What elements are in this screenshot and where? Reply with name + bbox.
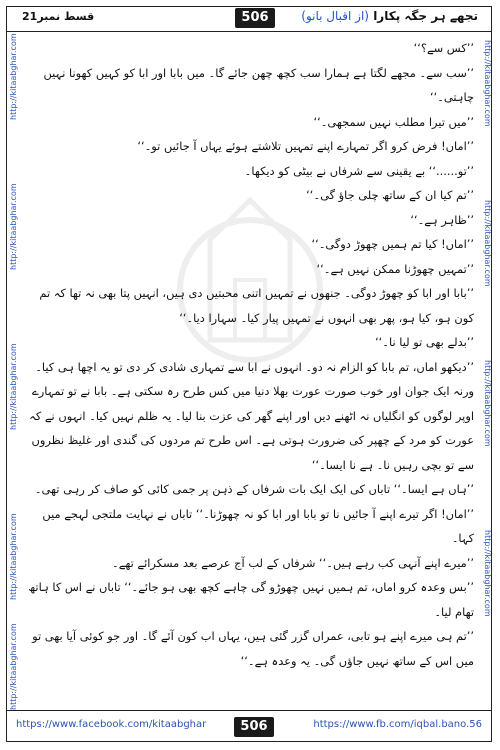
paragraph: ’’بابا اور ابا کو چھوڑ دوگی۔ جنھوں نے تمہیں اتنی محبتیں دی ہیں، انہیں پتا بھی نہ تھا کہ تم کون ہو، کیا ہو، پھر بھی انہوں نے تمہیں پیار کیا۔ سہارا دیا۔‘‘	[39, 286, 474, 325]
header-page-number: 506	[235, 8, 275, 28]
page-header	[6, 6, 492, 32]
side-url-left[interactable]: http://kitaabghar.com	[9, 513, 18, 600]
paragraph: ’’بس وعدہ کرو اماں، تم ہمیں نہیں چھوڑو گی چاہے کچھ بھی ہو جائے۔‘‘ تاباں نے اس کا ہاتھ تھام لیا۔	[28, 580, 474, 619]
side-url-left[interactable]: http://kitaabghar.com	[9, 33, 18, 120]
side-url-left[interactable]: http://kitaabghar.com	[9, 623, 18, 710]
paragraph: ’’دیکھو اماں، تم بابا کو الزام نہ دو۔ انہوں نے ابا سے تمہاری شادی کر دی تو یہ اچھا ہی کیا۔ ورنہ ایک جوان اور خوب صورت عورت بھلا دنیا میں کس طرح رہ سکتی ہے۔ بابا نے تو تمہارے اوپر لوگوں کو انگلیاں نہ اٹھنے دیں اور اپنے گھر کی عزت بنا لیا۔ یہ ظلم نہیں کیا۔ انہوں نے کہ عورت کو مرد کے چھپر کی ضرورت ہوتی ہے۔ اس طرح تم مردوں کی گندی اور غلیظ نظروں سے تو بچی رہیں نا۔ ہے نا ایسا۔‘‘	[29, 359, 474, 472]
paragraph: ’’ظاہر ہے۔‘‘	[410, 212, 474, 227]
side-url-right[interactable]: http://kitaabghar.com	[483, 40, 492, 127]
paragraph: ’’ہاں ہے ایسا۔‘‘ تاباں کی ایک ایک بات شرفاں کے ذہن پر جمی کائی کو صاف کر رہی تھی۔	[34, 482, 474, 496]
paragraph: ’’تو......‘‘ بے یقینی سے شرفاں نے بیٹی کو دیکھا۔	[244, 163, 474, 178]
side-url-left[interactable]: http://kitaabghar.com	[9, 183, 18, 270]
side-url-right[interactable]: http://kitaabghar.com	[483, 200, 492, 287]
novel-title	[301, 9, 478, 23]
paragraph: ’’تم ہی میرے اپنے ہو تابی، عمراں گزر گئی ہیں، یہاں اب کون آئے گا۔ اور جو کوئی آیا بھی تو میں اس کے ساتھ نہیں جاؤں گی۔ یہ وعدہ ہے۔‘‘	[32, 629, 474, 668]
paragraph: ’’تم کیا ان کے ساتھ چلی جاؤ گی۔‘‘	[306, 188, 474, 202]
paragraph: ’’تمہیں چھوڑنا ممکن نہیں ہے۔‘‘	[316, 261, 474, 276]
facebook-link[interactable]: https://www.facebook.com/kitaabghar	[16, 719, 207, 730]
side-url-right[interactable]: http://kitaabghar.com	[483, 360, 492, 447]
footer-page-number: 506	[234, 717, 274, 737]
side-url-left[interactable]: http://kitaabghar.com	[9, 343, 18, 430]
paragraph: ’’میں تیرا مطلب نہیں سمجھی۔‘‘	[313, 114, 474, 129]
paragraph: ’’اماں! کیا تم ہمیں چھوڑ دوگی۔‘‘	[311, 237, 474, 251]
paragraph: ’’بدلے بھی تو لیا نا۔‘‘	[375, 335, 474, 349]
paragraph: ’’اماں! اگر تیرے اپنے آ جائیں نا تو بابا اور ابا کو نہ چھوڑنا۔‘‘ تاباں نے نہایت ملتجی لہجے میں کہا۔	[42, 506, 474, 545]
paragraph: ’’سب سے۔ مجھے لگتا ہے ہمارا سب کچھ چھن جائے گا۔ میں بابا اور ابا کو کہیں کھونا نہیں چاہتی۔‘‘	[43, 65, 474, 104]
paragraph: ’’میرے اپنے آنہی کب رہے ہیں۔‘‘ شرفاں کے لب آج عرصے بعد مسکرائے تھے۔	[112, 555, 474, 570]
paragraph: ’’کس سے؟‘‘	[413, 41, 474, 55]
episode-label: قسط نمبر21	[22, 10, 95, 23]
paragraph: ’’اماں! فرض کرو اگر تمہارے اپنے تمہیں تلاشتے ہوئے یہاں آ جائیں تو۔‘‘	[137, 139, 474, 153]
author-facebook-link[interactable]: https://www.fb.com/iqbal.bano.56	[313, 719, 482, 730]
story-text	[26, 36, 474, 706]
author-text: (از اقبال بانو)	[301, 9, 369, 23]
page-footer	[6, 710, 492, 742]
side-url-right[interactable]: http://kitaabghar.com	[483, 530, 492, 617]
title-text: تجھے ہر جگہ پکارا	[373, 9, 478, 23]
